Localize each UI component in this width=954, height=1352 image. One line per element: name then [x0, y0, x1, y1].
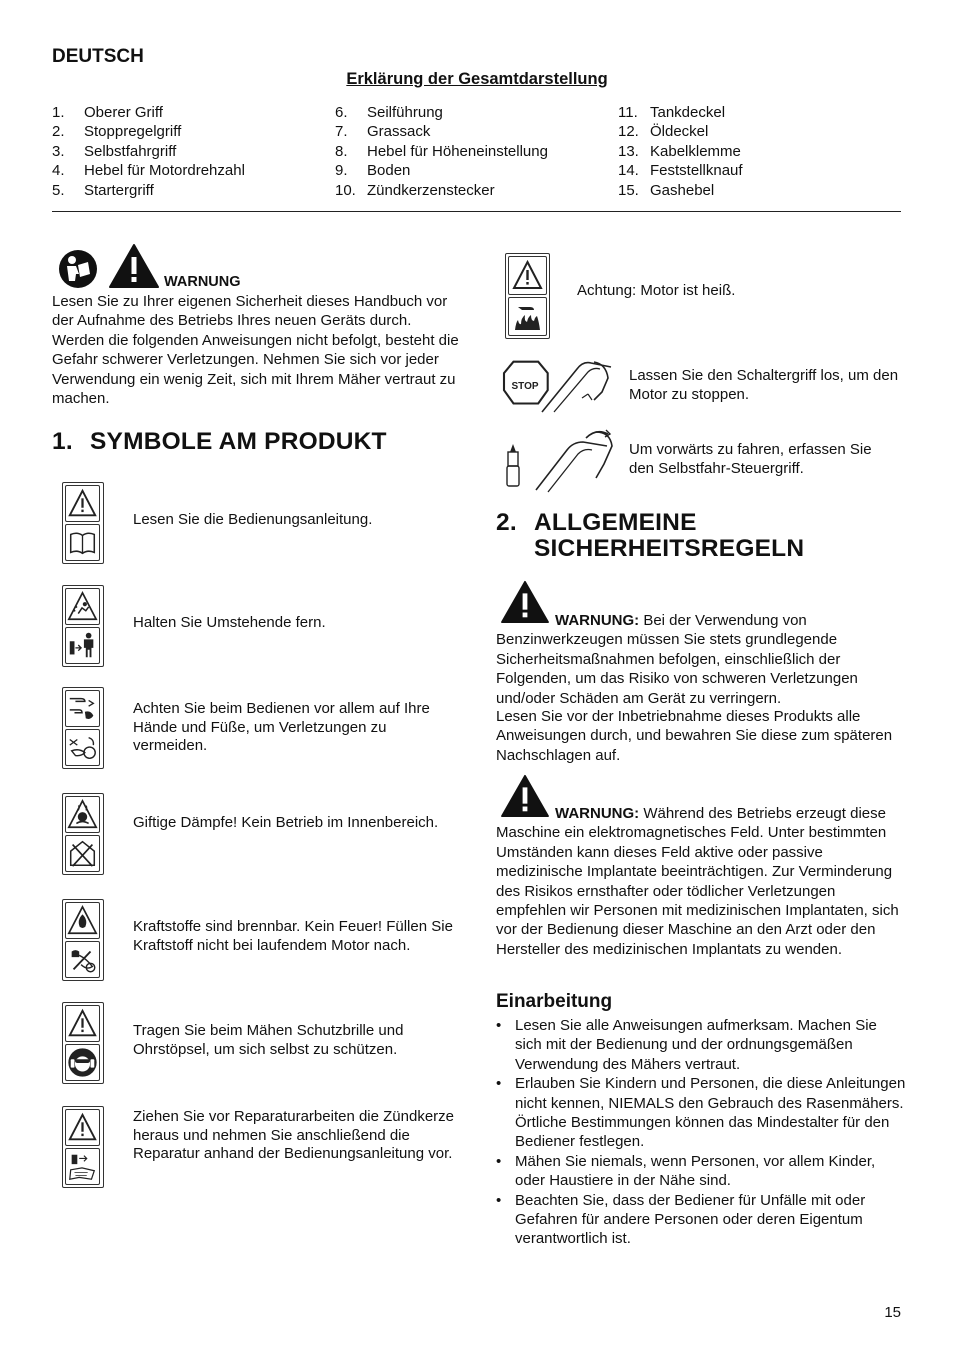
subheading-einarbeitung: Einarbeitung	[496, 991, 613, 1012]
language-heading: DEUTSCH	[52, 46, 144, 67]
stop-handle-icon	[502, 354, 620, 416]
legend-item: 2. Stoppregelgriff	[52, 123, 182, 141]
symbol-text: Ziehen Sie vor Reparaturarbeiten die Zündkerze heraus und nehmen Sie anschließend die Reparatur anhand der Bedienungsanleitung vor.	[133, 1108, 455, 1162]
legend-item: 13. Kabelklemme	[618, 142, 741, 160]
eye-ear-protection-icon	[65, 1044, 100, 1081]
symbol-text: Kraftstoffe sind brennbar. Kein Feuer! Füllen Sie Kraftstoff nicht bei laufendem Motor nach.	[133, 918, 453, 954]
symbol-text: Um vorwärts zu fahren, erfassen Sie den Selbstfahr-Steuergriff.	[629, 441, 872, 478]
warning-2-text: WARNUNG: Während des Betriebs erzeugt diese Maschine ein elektromagnetisches Feld. Unter bestimmten Umständen kann dieses Feld aktive oder passive medizinische Implantate beeinträchtigen. Zur Verminderung des Risikos ernsthafter oder tödlicher Verletzungen empfehlen wir Personen mit medizinischen Implantaten, sich vor der Bedienung dieser Maschine an den Arzt oder den Hersteller des medizinischen Implantats zu wenden.	[496, 805, 899, 958]
warning-label: WARNUNG	[164, 274, 241, 290]
legend-item: 10. Zündkerzenstecker	[335, 181, 495, 199]
page-number: 15	[884, 1304, 901, 1321]
toxic-fumes-icon	[65, 796, 100, 833]
symbol-text: Lesen Sie die Bedienungsanleitung.	[133, 511, 373, 528]
legend-item: 3. Selbstfahrgriff	[52, 142, 177, 160]
warning-triangle-icon	[508, 256, 547, 295]
keep-bystanders-away-icon	[65, 627, 100, 664]
legend-column-3	[618, 103, 743, 200]
list-item: • Mähen Sie niemals, wenn Personen, vor allem Kinder, oder Haustiere in der Nähe sind.	[496, 1152, 876, 1190]
warning-triangle-icon	[108, 243, 160, 289]
stop-label: STOP	[511, 381, 539, 392]
symbol-text: Achtung: Motor ist heiß.	[577, 282, 736, 299]
symbol-hot-surface	[505, 253, 550, 339]
warning-triangle-icon	[65, 1005, 100, 1042]
list-item: • Beachten Sie, dass der Bediener für Unfälle mit oder Gefahren für andere Personen oder deren Eigentum verantwortlich ist.	[496, 1191, 866, 1248]
symbol-toxic-fumes	[62, 793, 104, 875]
symbol-hands-feet	[62, 687, 104, 769]
hand-cut-icon	[65, 690, 100, 727]
legend-item: 7. Grassack	[335, 123, 431, 141]
section-1-heading: 1. SYMBOLE AM PRODUKT	[52, 428, 387, 455]
legend-item: 15. Gashebel	[618, 181, 715, 199]
read-manual-icon	[65, 524, 100, 561]
legend-item: 11. Tankdeckel	[618, 104, 726, 121]
warning-triangle-icon	[65, 485, 100, 522]
symbol-read-manual	[62, 482, 104, 564]
symbol-text: Tragen Sie beim Mähen Schutzbrille und Ohrstöpsel, um sich selbst zu schützen.	[133, 1022, 404, 1058]
hot-surface-icon	[508, 297, 547, 336]
intro-warning-text: Lesen Sie zu Ihrer eigenen Sicherheit dieses Handbuch vor der Aufnahme des Betriebs Ihres neuen Geräts durch. Werden die folgenden Anweisungen nicht befolgt, besteht die Gefahr schwerer Verletzungen. Nehmen Sie sich vor jeder Verwendung ein wenig Zeit, sich mit Ihrem Mäher vertraut zu machen.	[52, 293, 459, 408]
list-item: • Erlauben Sie Kindern und Personen, die diese Anleitungen nicht kennen, NIEMALS den Gebrauch des Rasenmähers. Örtliche Bestimmungen können das Mindestalter für den Bediener festlegen.	[496, 1075, 906, 1151]
legend-item: 9. Boden	[335, 162, 411, 180]
divider	[52, 211, 901, 212]
warning-triangle-icon	[65, 1109, 100, 1146]
symbol-spark-plug	[62, 1106, 104, 1188]
legend-column-2	[335, 103, 548, 200]
symbol-text: Giftige Dämpfe! Kein Betrieb im Innenbereich.	[133, 814, 439, 831]
symbol-text: Lassen Sie den Schaltergriff los, um den Motor zu stoppen.	[629, 367, 899, 404]
legend-item: 4. Hebel für Motordrehzahl	[52, 162, 245, 180]
self-propel-handle-icon	[502, 424, 620, 494]
legend-item: 12. Öldeckel	[618, 123, 709, 141]
legend-item: 5. Startergriff	[52, 181, 154, 199]
bullet-list	[496, 1016, 906, 1249]
no-refuel-running-icon	[65, 941, 100, 978]
legend-item: 6. Seilführung	[335, 104, 443, 121]
symbol-eye-ear-protection	[62, 1002, 104, 1084]
legend-column-1	[52, 103, 245, 200]
legend-item: 14. Feststellknauf	[618, 162, 743, 180]
symbol-keep-bystanders-away	[62, 585, 104, 667]
section-2-heading: 2. ALLGEMEINE SICHERHEITSREGELN	[496, 509, 805, 562]
legend-item: 1. Oberer Griff	[52, 104, 163, 121]
read-manual-icon	[58, 249, 102, 289]
legend-item: 8. Hebel für Höheneinstellung	[335, 142, 548, 160]
legend-title: Erklärung der Gesamtdarstellung	[346, 70, 608, 88]
thrown-objects-icon	[65, 588, 100, 625]
no-indoor-use-icon	[65, 835, 100, 872]
foot-blade-icon	[65, 729, 100, 766]
flame-warning-icon	[65, 902, 100, 939]
warning-1-text: WARNUNG: Bei der Verwendung von Benzinwerkzeugen müssen Sie stets grundlegende Sicherheitsmaßnahmen befolgen, einschließlich der Folgenden, um das Risiko von schweren Verletzungen und/oder Schäden am Gerät zu verringern.	[496, 612, 858, 707]
symbol-text: Achten Sie beim Bedienen vor allem auf Ihre Hände und Füße, um Verletzungen zu vermeiden.	[133, 700, 430, 754]
warning-1-text-2: Lesen Sie vor der Inbetriebnahme dieses Produkts alle Anweisungen durch, und bewahren Sie diese zum späteren Nachschlagen auf.	[496, 708, 893, 764]
symbol-flammable-fuel	[62, 899, 104, 981]
spark-plug-disconnect-icon	[65, 1148, 100, 1185]
symbol-text: Halten Sie Umstehende fern.	[133, 614, 326, 631]
list-item: • Lesen Sie alle Anweisungen aufmerksam. Machen Sie sich mit der Bedienung und der ordnungsgemäßen Verwendung des Mähers vertraut.	[496, 1017, 877, 1073]
